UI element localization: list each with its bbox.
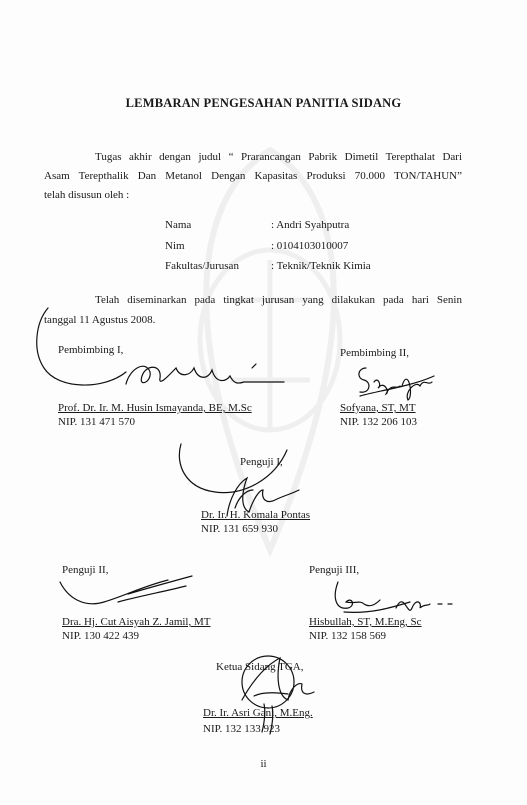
ketua-signature — [228, 648, 318, 736]
seminar-line-2: tanggal 11 Agustus 2008. — [44, 314, 156, 326]
penguji3-signature — [330, 578, 460, 622]
penguji2-name: Dra. Hj. Cut Aisyah Z. Jamil, MT — [62, 616, 211, 628]
info-label-nama: Nama — [165, 219, 192, 231]
seminar-line-1: Telah diseminarkan pada tingkat jurusan yang dilakukan pada hari Senin — [95, 294, 462, 306]
pembimbing2-signature — [352, 356, 442, 406]
pembimbing1-signature — [34, 302, 294, 402]
info-label-fakultas: Fakultas/Jurusan — [165, 260, 239, 272]
info-value-nama: : Andri Syahputra — [271, 219, 350, 231]
info-value-fakultas: : Teknik/Teknik Kimia — [271, 260, 371, 272]
penguji1-signature — [175, 438, 305, 520]
pembimbing2-role: Pembimbing II, — [340, 347, 410, 359]
info-value-nim: : 0104103010007 — [271, 240, 349, 252]
ketua-name: Dr. Ir. Asri Gani, M.Eng. — [203, 707, 313, 719]
ketua-nip: NIP. 132 133 923 — [203, 723, 281, 735]
pembimbing1-role: Pembimbing I, — [58, 344, 124, 356]
intro-line-1: Tugas akhir dengan judul “ Prarancangan Pabrik Dimetil Terepthalat Dari — [95, 151, 462, 163]
penguji3-role: Penguji III, — [309, 564, 360, 576]
penguji1-role: Penguji I, — [240, 456, 283, 468]
intro-line-3: telah disusun oleh : — [44, 189, 130, 201]
penguji1-name: Dr. Ir. H. Komala Pontas — [201, 509, 311, 521]
penguji2-nip: NIP. 130 422 439 — [62, 630, 140, 642]
pembimbing1-nip: NIP. 131 471 570 — [58, 416, 136, 428]
pembimbing2-nip: NIP. 132 206 103 — [340, 416, 418, 428]
penguji3-name: Hisbullah, ST, M.Eng, Sc — [309, 616, 422, 628]
ketua-role: Ketua Sidang TGA, — [216, 661, 304, 673]
pembimbing1-name: Prof. Dr. Ir. M. Husin Ismayanda, BE, M.Sc — [58, 402, 252, 414]
pembimbing2-name: Sofyana, ST, MT — [340, 402, 416, 414]
page-number: ii — [260, 758, 267, 770]
penguji1-nip: NIP. 131 659 930 — [201, 523, 279, 535]
intro-line-2: Asam Terepthalik Dan Metanol Dengan Kapasitas Produksi 70.000 TON/TAHUN” — [44, 170, 462, 182]
penguji2-role: Penguji II, — [62, 564, 109, 576]
penguji2-signature — [58, 572, 198, 612]
page-title: LEMBARAN PENGESAHAN PANITIA SIDANG — [125, 96, 402, 110]
penguji3-nip: NIP. 132 158 569 — [309, 630, 387, 642]
info-label-nim: Nim — [165, 240, 185, 252]
